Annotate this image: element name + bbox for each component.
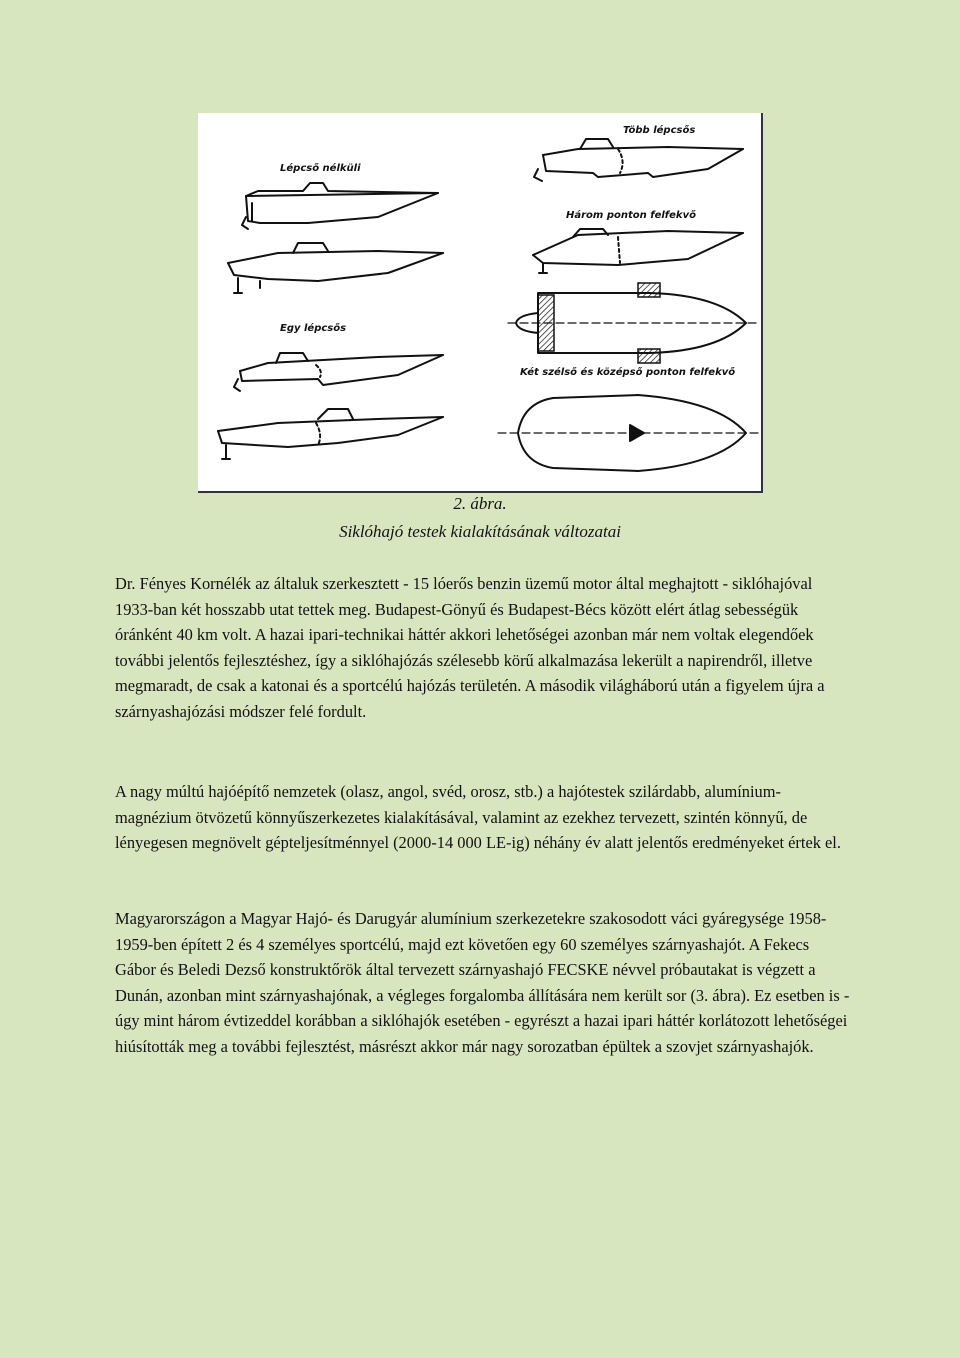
label-multi-step: Több lépcsős	[623, 125, 696, 136]
hull-two-side-center-plan	[498, 395, 758, 471]
paragraph-1: Dr. Fényes Kornélék az általuk szerkesztett - 15 lóerős benzin üzemű motor által meghajtott - siklóhajóval 1933-ban két hosszabb utat tettek meg. Budapest-Gönyű és Budapest-Bécs között elért átlag sebességük óránként 40 km volt. A hazai ipari-technikai háttér akkori lehetőségei azonban már nem voltak elegendőek további jelentős fejlesztéshez, így a siklóhajózás szélesebb körű alkalmazása lekerült a napirendről, illetve megmaradt, de csak a katonai és a sportcélú hajózás területén. A második világháború után a figyelem újra a szárnyashajózási módszer felé fordult.	[115, 574, 825, 721]
hull-one-step-profile	[218, 409, 443, 459]
hull-drawings	[198, 113, 761, 491]
label-three-point: Három ponton felfekvő	[566, 210, 696, 221]
hull-multi-step-side	[534, 139, 743, 181]
paragraph-3: Magyarországon a Magyar Hajó- és Darugyár alumínium szerkezetekre szakosodott váci gyáregysége 1958-1959-ben épített 2 és 4 személyes sportcélú, majd ezt követően egy 60 személyes szárnyashajót. A Fekecs Gábor és Beledi Dezső konstruktőrök által tervezett szárnyashajó FECSKE névvel próbautakat is végzett a Dunán, azonban mint szárnyashajónak, a végleges forgalomba állítására nem került sor (3. ábra). Ez esetben is - úgy mint három évtizeddel korábban a siklóhajók esetében - egyrészt a hazai ipari háttér korlátozott lehetőségei hiúsították meg a további fejlesztést, másrészt akkor már nagy sorozatban épültek a szovjet szárnyashajók.	[115, 909, 850, 1056]
paragraph-2: A nagy múltú hajóépítő nemzetek (olasz, angol, svéd, orosz, stb.) a hajótestek szilárdabb, alumínium-magnézium ötvözetű könnyűszerkezetes kialakításával, valamint az ezekhez tervezett, szintén könnyű, de lényegesen megnövelt gépteljesítménnyel (2000-14 000 LE-ig) néhány év alatt jelentős eredményeket értek el.	[115, 782, 841, 852]
pontoon-front-right	[638, 349, 660, 363]
figure-number: 2. ábra.	[453, 494, 507, 513]
hull-no-step-side	[242, 183, 438, 229]
label-one-step: Egy lépcsős	[280, 323, 347, 334]
hull-three-point-side	[533, 229, 743, 273]
hull-one-step-side	[234, 353, 443, 391]
label-no-step: Lépcső nélküli	[280, 163, 361, 174]
pontoon-front-left	[638, 283, 660, 297]
hull-no-step-profile	[228, 243, 443, 293]
figure-caption: Siklóhajó testek kialakításának változatai	[339, 522, 621, 541]
label-two-side-center: Két szélső és középső ponton felfekvő	[520, 367, 736, 378]
pontoon-rear	[538, 295, 554, 351]
hull-variants-figure	[198, 113, 763, 493]
